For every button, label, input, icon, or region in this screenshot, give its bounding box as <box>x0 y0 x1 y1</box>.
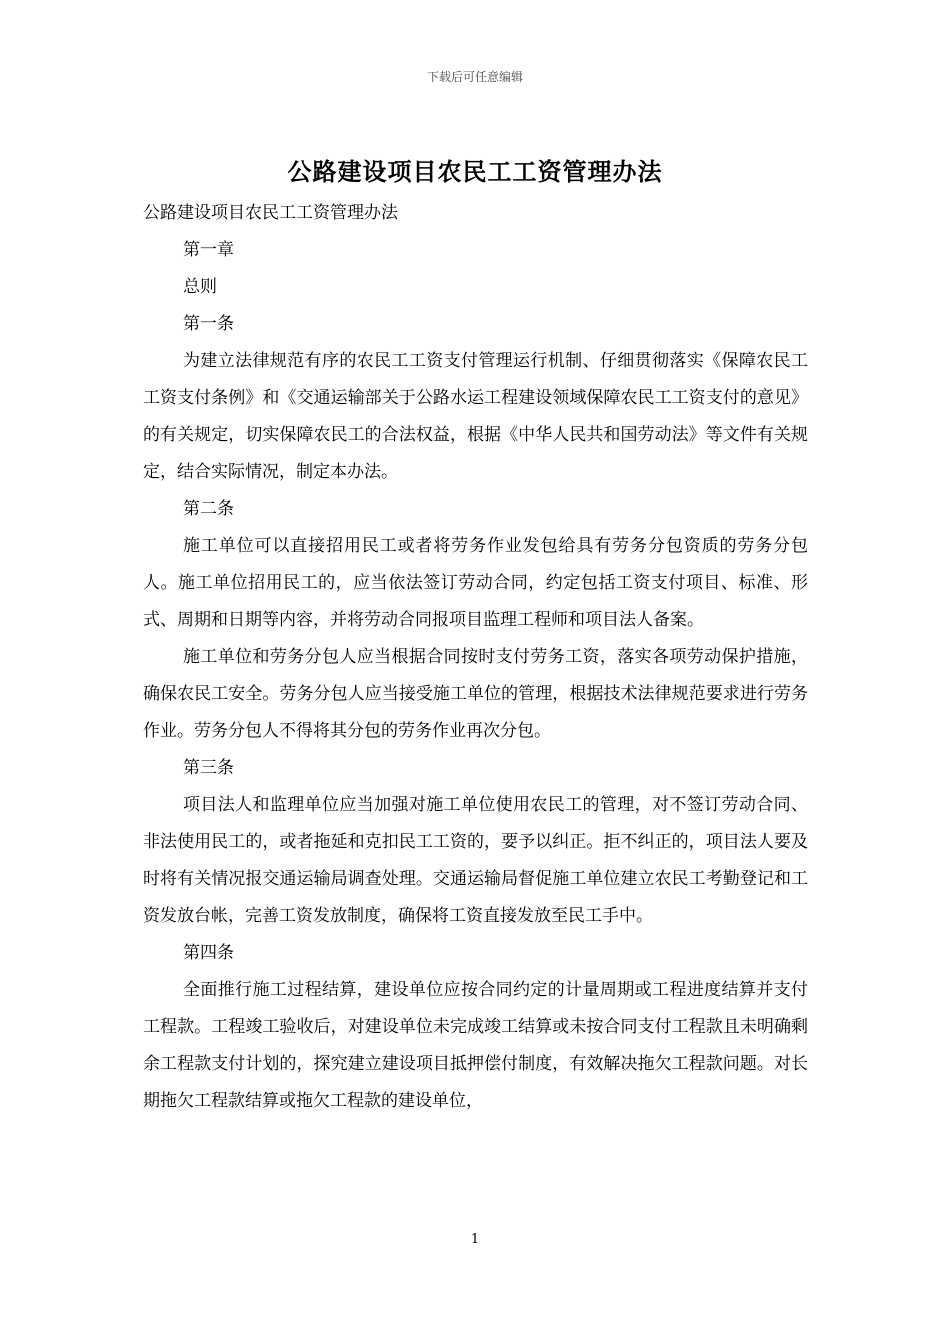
paragraph: 施工单位可以直接招用民工或者将劳务作业发包给具有劳务分包资质的劳务分包人。施工单位招用民工的，应当依法签订劳动合同，约定包括工资支付项目、标准、形式、周期和日期等内容，并将劳动合同报项目监理工程师和项目法人备案。 <box>143 536 808 630</box>
section-heading: 总则 <box>183 277 217 297</box>
document-title: 公路建设项目农民工工资管理办法 <box>287 158 663 186</box>
header-note: 下载后可任意编辑 <box>426 70 523 84</box>
article-heading: 第二条 <box>183 499 234 519</box>
paragraph: 全面推行施工过程结算，建设单位应按合同约定的计量周期或工程进度结算并支付工程款。工程竣工验收后，对建设单位未完成竣工结算或未按合同支付工程款且未明确剩余工程款支付计划的，探究建立建设项目抵押偿付制度，有效解决拖欠工程款问题。对长期拖欠工程款结算或拖欠工程款的建设单位， <box>143 980 808 1111</box>
chapter-heading: 第一章 <box>183 240 234 260</box>
page-number: 1 <box>470 1232 480 1247</box>
article-heading: 第一条 <box>183 314 234 334</box>
article-heading: 第四条 <box>183 943 234 963</box>
paragraph: 为建立法律规范有序的农民工工资支付管理运行机制、仔细贯彻落实《保障农民工工资支付条例》和《交通运输部关于公路水运工程建设领域保障农民工工资支付的意见》的有关规定，切实保障农民工的合法权益，根据《中华人民共和国劳动法》等文件有关规定，结合实际情况，制定本办法。 <box>143 351 808 482</box>
paragraph: 项目法人和监理单位应当加强对施工单位使用农民工的管理，对不签订劳动合同、非法使用民工的，或者拖延和克扣民工工资的，要予以纠正。拒不纠正的，项目法人要及时将有关情况报交通运输局调查处理。交通运输局督促施工单位建立农民工考勤登记和工资发放台帐，完善工资发放制度，确保将工资直接发放至民工手中。 <box>143 795 808 926</box>
subtitle: 公路建设项目农民工工资管理办法 <box>143 203 398 223</box>
article-heading: 第三条 <box>183 758 234 778</box>
document-body <box>143 195 808 1120</box>
paragraph: 施工单位和劳务分包人应当根据合同按时支付劳务工资，落实各项劳动保护措施，确保农民工安全。劳务分包人应当接受施工单位的管理，根据技术法律规范要求进行劳务作业。劳务分包人不得将其分包的劳务作业再次分包。 <box>143 647 808 741</box>
